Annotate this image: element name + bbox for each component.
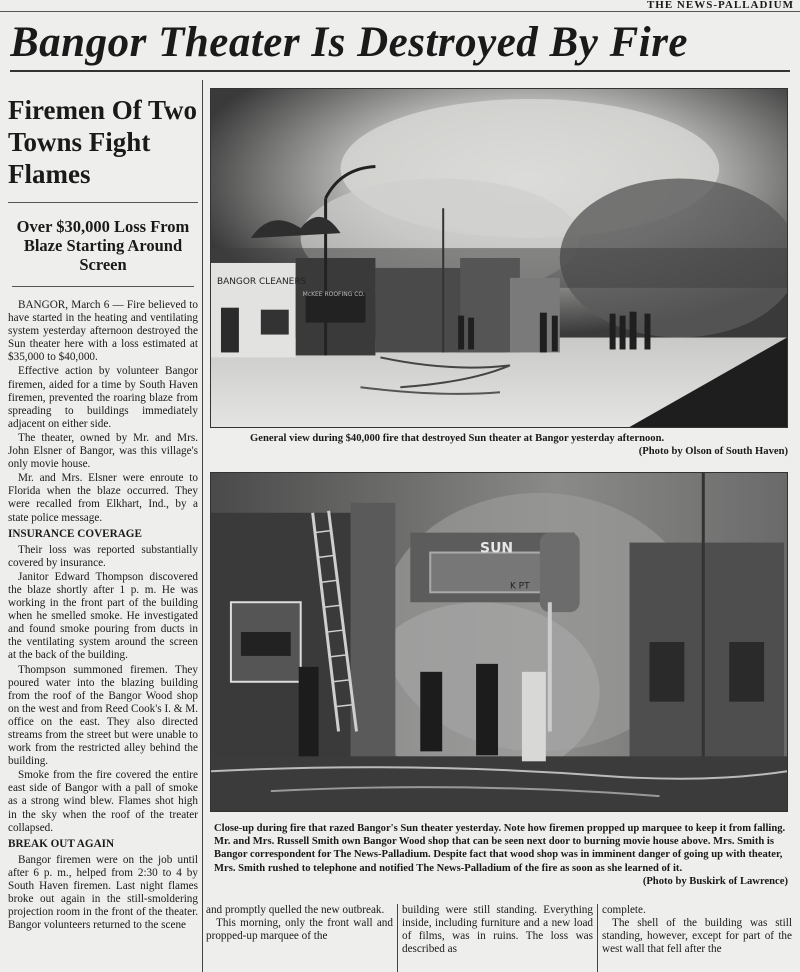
article-paragraph: Smoke from the fire covered the entire east side of Bangor with a pall of smoke as a strong wind blew. Flames shot high in the sky when the roof of the treater collapsed. [8, 769, 198, 834]
headline: Bangor Theater Is Destroyed By Fire [10, 14, 790, 72]
article-paragraph: Janitor Edward Thompson discovered the blaze shortly after 1 p. m. He was working in the front part of the building when he smelled smoke. He investigated and found smoke pouring from ducts in the ventilating system around the screen at the back of the building. [8, 570, 198, 662]
article-paragraph: Their loss was reported substantially covered by insurance. [8, 543, 198, 569]
subhead-break-out: BREAK OUT AGAIN [8, 837, 115, 850]
caption-text: Close-up during fire that razed Bangor's Sun theater yesterday. Note how firemen propped up marquee to keep it from falling. Mr. and Mrs. Russell Smith own Bangor Wood shop that can be seen next door to burning movie house above. Mrs. Smith is Bangor correspondent for The News-Palladium. Despite fact that wood shop was in imminent danger of going up with theater, Mrs. Smith rushed to telephone and notified The News-Palladium of the fire as soon as she learned of it. [214, 823, 786, 874]
column-rule [397, 904, 398, 972]
marquee-sun-sign: SUN [480, 540, 514, 557]
article-paragraph: The theater, owned by Mr. and Mrs. John Elsner of Bangor, was this village's only movie house. [8, 431, 198, 471]
article-paragraph: Bangor firemen were on the job until after 6 p. m., helped from 2:30 to 4 by South Haven firemen. Last night flames broke out again in the still-smoldering projection room in the front of the theater. Bangor volunteers returned to the scene [8, 853, 198, 932]
article-paragraph: Mr. and Mrs. Elsner were enroute to Florida when the blaze occurred. They were recalled from Elkhart, Ind., by a state police message. [8, 472, 198, 524]
column-rule [597, 904, 598, 972]
sign-mckee-roofing: McKEE ROOFING CO. [302, 290, 365, 298]
photo-credit: (Photo by Buskirk of Lawrence) [642, 875, 788, 887]
continuation-column-1 [206, 904, 393, 972]
fire-street-scene-image [211, 89, 787, 427]
article-body [8, 299, 198, 932]
caption-text: General view during $40,000 fire that destroyed Sun theater at Bangor yesterday afternoon. [250, 433, 665, 444]
photo-general-view [210, 88, 788, 428]
photo-caption-top [250, 432, 788, 458]
article-paragraph: Thompson summoned firemen. They poured water into the blazing building from the roof of the Bangor Wood shop on the west and from Reed Cook's I. & M. office on the east. They also directed streams from the street but were unable to work from the restricted alley behind the building. [8, 663, 198, 768]
article-paragraph: complete. [602, 904, 646, 916]
photo-credit: (Photo by Olson of South Haven) [638, 446, 788, 458]
deck-headline: Firemen Of Two Towns Fight Flames [8, 94, 198, 203]
left-column [8, 84, 198, 972]
masthead-strip: THE NEWS-PALLADIUM [0, 0, 800, 12]
article-paragraph: BANGOR, March 6 — Fire believed to have started in the heating and ventilating system yesterday afternoon destroyed the Sun theater here with a loss estimated at $35,000 to $40,000. [8, 299, 198, 364]
burning-theater-image [211, 473, 787, 811]
photo-closeup [210, 472, 788, 812]
sign-bangor-cleaners: BANGOR CLEANERS [216, 276, 307, 287]
marquee-letters: K PT [509, 581, 530, 592]
continuation-column-3 [602, 904, 792, 972]
deck-subheadline: Over $30,000 Loss From Blaze Starting Around Screen [12, 217, 194, 287]
continuation-column-2 [402, 904, 593, 972]
article-paragraph: Effective action by volunteer Bangor firemen, aided for a time by South Haven firemen, prevented the roaring blaze from spreading to buildings immediately adjacent on either side. [8, 365, 198, 430]
article-paragraph: and promptly quelled the new outbreak. [206, 904, 385, 916]
photo-caption-bottom [214, 822, 788, 888]
column-rule [202, 80, 203, 972]
article-paragraph: This morning, only the front wall and propped-up marquee of the [206, 917, 393, 943]
article-paragraph: The shell of the building was still standing, however, except for part of the west wall that fell after the [602, 917, 792, 956]
article-paragraph: building were still standing. Everything inside, including furniture and a new load of films, was in ruins. The loss was described as [402, 904, 593, 956]
subhead-insurance: INSURANCE COVERAGE [8, 527, 142, 540]
